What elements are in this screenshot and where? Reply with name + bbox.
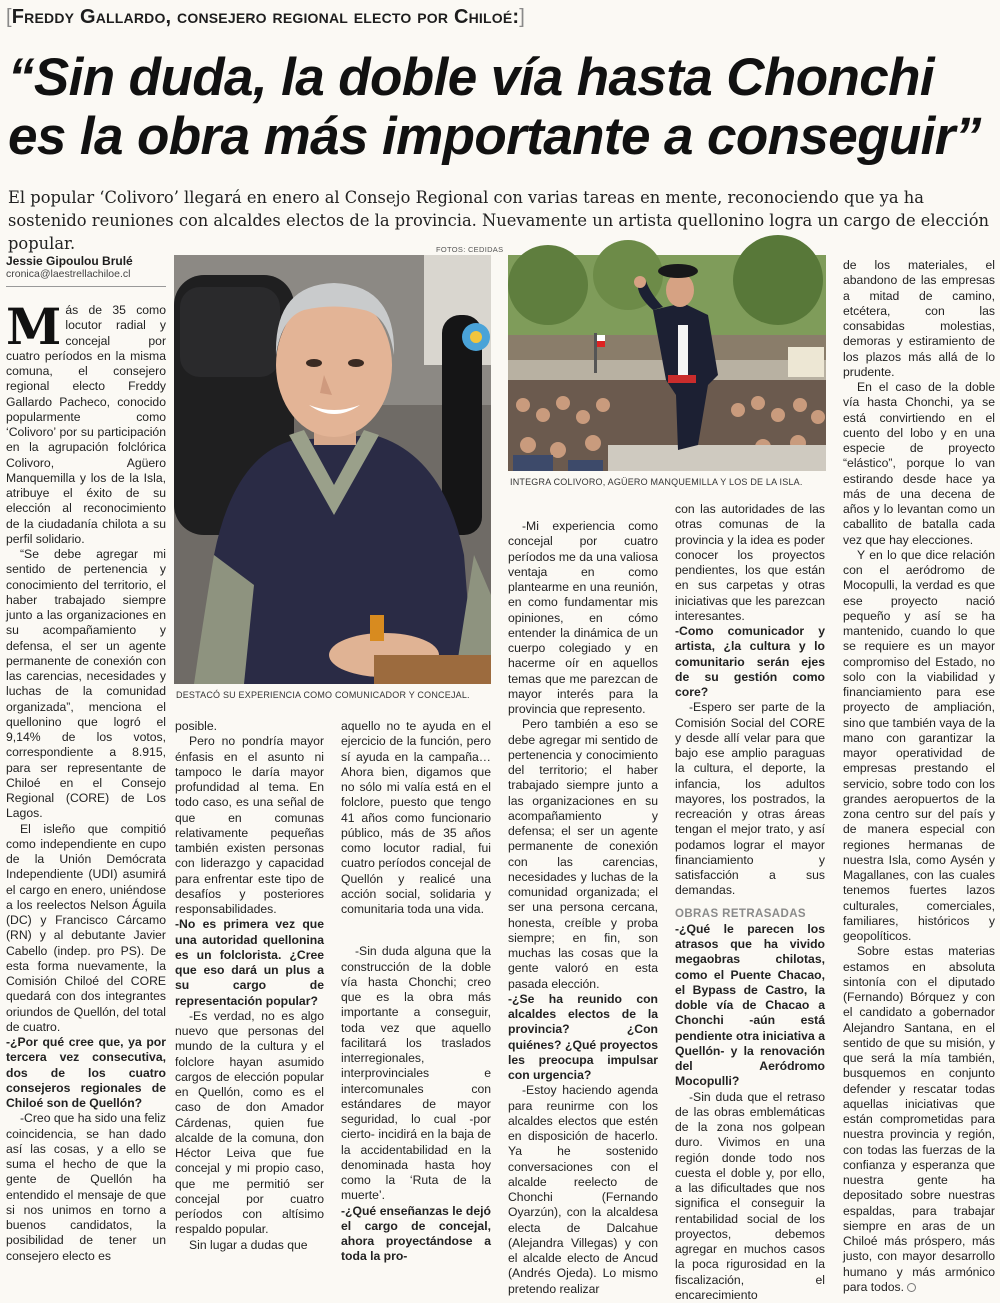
dropcap: M (6, 307, 61, 347)
interview-answer: -Creo que ha sido una feliz coincidencia, se han dado así las cosas, y a ello se suma el hecho de que la gente de Quellón ha entendido el mensaje de que si nos unimos en torno a buenos candidatos, la posibilidad de tener un consejero electo es (6, 1111, 166, 1264)
interview-answer: -Sin duda alguna que la construcción de la doble vía hasta Chonchi; creo que es la obra más importante a conseguir, toda vez que aquello facilitará los traslados interregionales, interprovinciales e intercomunales con estándares de mayor seguridad, lo cual -por cierto- incidirá en la baja de la accidentabilidad en la denominada hasta hoy como la ‘Ruta de la muerte’. (341, 944, 491, 1203)
main-photo-caption: DESTACÓ SU EXPERIENCIA COMO COMUNICADOR Y CONCEJAL. (176, 690, 470, 700)
paragraph: con las autoridades de las otras comunas de la provincia y la idea es poder conocer los proyectos pendientes, los que están en sus carpetas y otras iniciativas que les parezcan interesantes. (675, 502, 825, 624)
interview-answer: -Estoy haciendo agenda para reunirme con los alcaldes electos que estén en disposición de hacerlo. Ya he sostenido conversaciones con el alcalde reelecto de Chonchi (Fernando Oyarzún), con la alcaldesa electa de Dalcahue (Alejandra Villegas) y con el alcalde electo de Ancud (Andrés Ojeda). Lo mismo pretendo realizar (508, 1083, 658, 1297)
headline (8, 48, 996, 166)
interview-answer: -Mi experiencia como concejal por cuatro períodos me da una valiosa ventaja en como plantearme en una reunión, en como fundamentar mis opiniones, en cómo entender la dinámica de un cuerpo colegiado y en hacerme oír en aquellos temas que me parezcan de mayor interés para la provincia que represento. (508, 519, 658, 717)
lead-text: ás de 35 como locutor radial y concejal por cuatro períodos en la misma comuna, el consejero regional electo Freddy Gallardo Pacheco, conocido popularmente como ‘Colivoro’ por su participación en la agrupación folclórica Colivoro, Agüero Manquemilla y los de la Isla, atribuye el éxito de su elección al reconocimiento de la ciudadanía chilota a su perfil solidario. (6, 303, 166, 546)
end-of-article-icon (907, 1283, 916, 1292)
interview-question: -¿Por qué cree que, ya por tercera vez consecutiva, dos de los cuatro consejeros regionales de Chiloé son de Quellón? (6, 1035, 166, 1111)
kicker (6, 6, 996, 40)
article-column-2 (175, 719, 324, 1253)
subhead: OBRAS RETRASADAS (675, 907, 825, 922)
article-column-4 (508, 519, 658, 1297)
photo-credit: FOTOS: CEDIDAS (436, 245, 503, 254)
paragraph: Pero también a eso se debe agregar mi sentido de pertenencia y conocimiento del territorio; el haber trabajado siempre junto a las organizaciones en su acompañamiento y defensa; el ser un agente permanente de conexión con las carencias, necesidades y luchas de la comunidad organizada; el ser una persona cercana, honesta, creíble y proba siempre; en fin, son muchas las cosas que la gente valoró en esta pasada elección. (508, 717, 658, 992)
paragraph: posible. (175, 719, 324, 734)
paragraph: Sin lugar a dudas que (175, 1238, 324, 1253)
headline-line-2: es la obra más importante a conseguir” (8, 107, 996, 166)
secondary-photo (508, 255, 826, 471)
byline (6, 254, 166, 280)
article-column-5 (675, 502, 825, 1303)
secondary-photo-caption: INTEGRA COLIVORO, AGÜERO MANQUEMILLA Y LOS DE LA ISLA. (510, 477, 803, 487)
main-photo (174, 255, 491, 684)
interview-question: -¿Qué enseñanzas le dejó el cargo de concejal, ahora proyectándose a toda la pro- (341, 1204, 491, 1265)
interview-answer: -Espero ser parte de la Comisión Social del CORE y desde allí velar para que bajo ese amplio paraguas la cultura, el deporte, la infancia, los adultos mayores, los postrados, la recreación y otras áreas tengan el mejor trato, y así podamos lograr el mayor financiamiento y satisfacción a sus demandas. (675, 700, 825, 898)
article-column-6 (843, 258, 995, 1295)
paragraph: Y en lo que dice relación con el aeródromo de Mocopulli, la verdad es que ese proyecto nació pequeño y así se ha mantenido, cuando lo que se requiere es un mayor compromiso del Estado, no solo con la viabilidad y financiamiento para ese proyecto de ampliación, sino que también vaya de la mano con garantizar la mayor operatividad de empresas prestando el servicio, sobre todo con los grandes aeropuertos de la zona centro sur del país y de manera especial con regiones hermanas de nuestra Isla, como Aysén y Magallanes, con las cuales tenemos fuertes lazos culturales, comerciales, familiares, históricos y geopolíticos. (843, 548, 995, 945)
kicker-open-bracket: [ (6, 6, 12, 28)
stage-dance-illustration (508, 255, 826, 471)
headline-line-1: “Sin duda, la doble vía hasta Chonchi (8, 48, 996, 107)
deck: El popular ‘Colivoro’ llegará en enero al Consejo Regional con varias tareas en mente, reconociendo que ya ha sostenido reuniones con alcaldes electos de la provincia. Nuevamente un artista quellonino logra un cargo de elección popular. (8, 186, 994, 255)
interview-question: -Como comunicador y artista, ¿la cultura y lo comunitario serán ejes de su gestión como core? (675, 624, 825, 700)
lead-paragraph (6, 303, 166, 547)
interview-answer: -Sin duda que el retraso de las obras emblemáticas de la zona nos golpean duro. Vivimos en una región donde todo nos cuesta el doble y, por ello, a las dificultades que nos significa el conseguir la rentabilidad social de los proyectos, debemos agregar en muchos casos la poca rigurosidad en la fiscalización, el encarecimiento (675, 1090, 825, 1303)
kicker-text: Freddy Gallardo, consejero regional electo por Chiloé: (12, 6, 519, 28)
interview-question: -No es primera vez que una autoridad quellonina es un folclorista. ¿Cree que eso dará un plus a su cargo de representación popular? (175, 917, 324, 1009)
article-column-3 (341, 719, 491, 1265)
paragraph: Pero no pondría mayor énfasis en el asunto ni tampoco le daría mayor profundidad al tema. En todo caso, es una señal de que en comunas relativamente pequeñas también existen personas con liderazgo y capacidad para enfrentar este tipo de desafíos y posteriores responsabilidades. (175, 734, 324, 917)
paragraph: El isleño que compitió como independiente en cupo de la Unión Demócrata Independiente (UDI) asumirá el cargo en enero, uniéndose a los reelectos Nelson Águila (DC) y Francisco Cárcamo (RN) y al debutante Javier Cabello (indep. pro PS). De esta forma nuevamente, la Comisión Chiloé del CORE quedará con dos integrantes oriundos de Quellón, del total de cuatro. (6, 822, 166, 1036)
byline-author: Jessie Gipoulou Brulé (6, 254, 166, 268)
byline-divider (6, 286, 166, 287)
paragraph: aquello no te ayuda en el ejercicio de la función, pero sí ayuda en la campaña… Ahora bien, digamos que no sólo mi valía está en el folclore, puesto que tengo 41 años como funcionario público, más de 35 años como locutor radial, fui cuatro períodos concejal de Quellón y realicé una acción social, solidaria y comunitaria toda una vida. (341, 719, 491, 917)
interview-question: -¿Qué le parecen los atrasos que ha vivido megaobras chilotas, como el Puente Chacao, el Bypass de Castro, la doble vía de Chacao a Chonchi -aún está pendiente otra iniciativa a Quellón- y la renovación del Aeródromo Mocopulli? (675, 922, 825, 1090)
interview-question: -¿Se ha reunido con alcaldes electos de la provincia? ¿Con quiénes? ¿Qué proyectos les preocupa impulsar con urgencia? (508, 992, 658, 1084)
closing-text: Sobre estas materias estamos en absoluta sintonía con el diputado (Fernando) Bórquez y con el candidato a gobernador Alejandro Santana, en el sentido de que su misión, y que será la mía también, busquemos en conjunto defender y rescatar todas aquellas iniciativas que están comprometidas para nuestra provincia y región, con todas las fuerzas de la confianza y esperanza que nuestra gente ha depositado sobre nuestras espaldas, para trabajar siempre en aras de un Chiloé más próspero, más justo, con mayor desarrollo humano y más armónico para todos. (843, 944, 995, 1294)
paragraph: “Se debe agregar mi sentido de pertenencia y conocimiento del territorio, el haber trabajado siempre junto a las organizaciones en su acompañamiento y defensa, el ser un agente permanente de conexión con las carencias, necesidades y luchas de la comunidad organizada”, menciona el quellonino que logró el 9,14% de los votos, correspondiente a 8.915, para ser representante de Chiloé en el Consejo Regional (CORE) de Los Lagos. (6, 547, 166, 822)
portrait-illustration (174, 255, 491, 684)
byline-email: cronica@laestrellachiloe.cl (6, 268, 166, 280)
interview-answer: -Es verdad, no es algo nuevo que personas del mundo de la cultura y el folclore hayan asumido cargos de elección popular en Quellón, como es el caso de don Amador Cárdenas, quien fue alcalde de la comuna, don Héctor Leiva que fue concejal y mi propio caso, que me permitió ser concejal por cuatro períodos con altísimo respaldo popular. (175, 1009, 324, 1238)
closing-paragraph (843, 944, 995, 1295)
paragraph: En el caso de la doble vía hasta Chonchi, ya se está convirtiendo en el cuento del lobo y en una especie de proyecto “elástico”, porque lo van estirando desde hace ya más de una decena de años y lo levantan como un caballito de batalla cada vez que hay elecciones. (843, 380, 995, 548)
paragraph: de los materiales, el abandono de las empresas a mitad de camino, etcétera, con las consabidas molestias, demoras y estiramiento de los plazos más allá de lo prudente. (843, 258, 995, 380)
article-column-1 (6, 303, 166, 1264)
kicker-close-bracket: ] (519, 6, 525, 28)
